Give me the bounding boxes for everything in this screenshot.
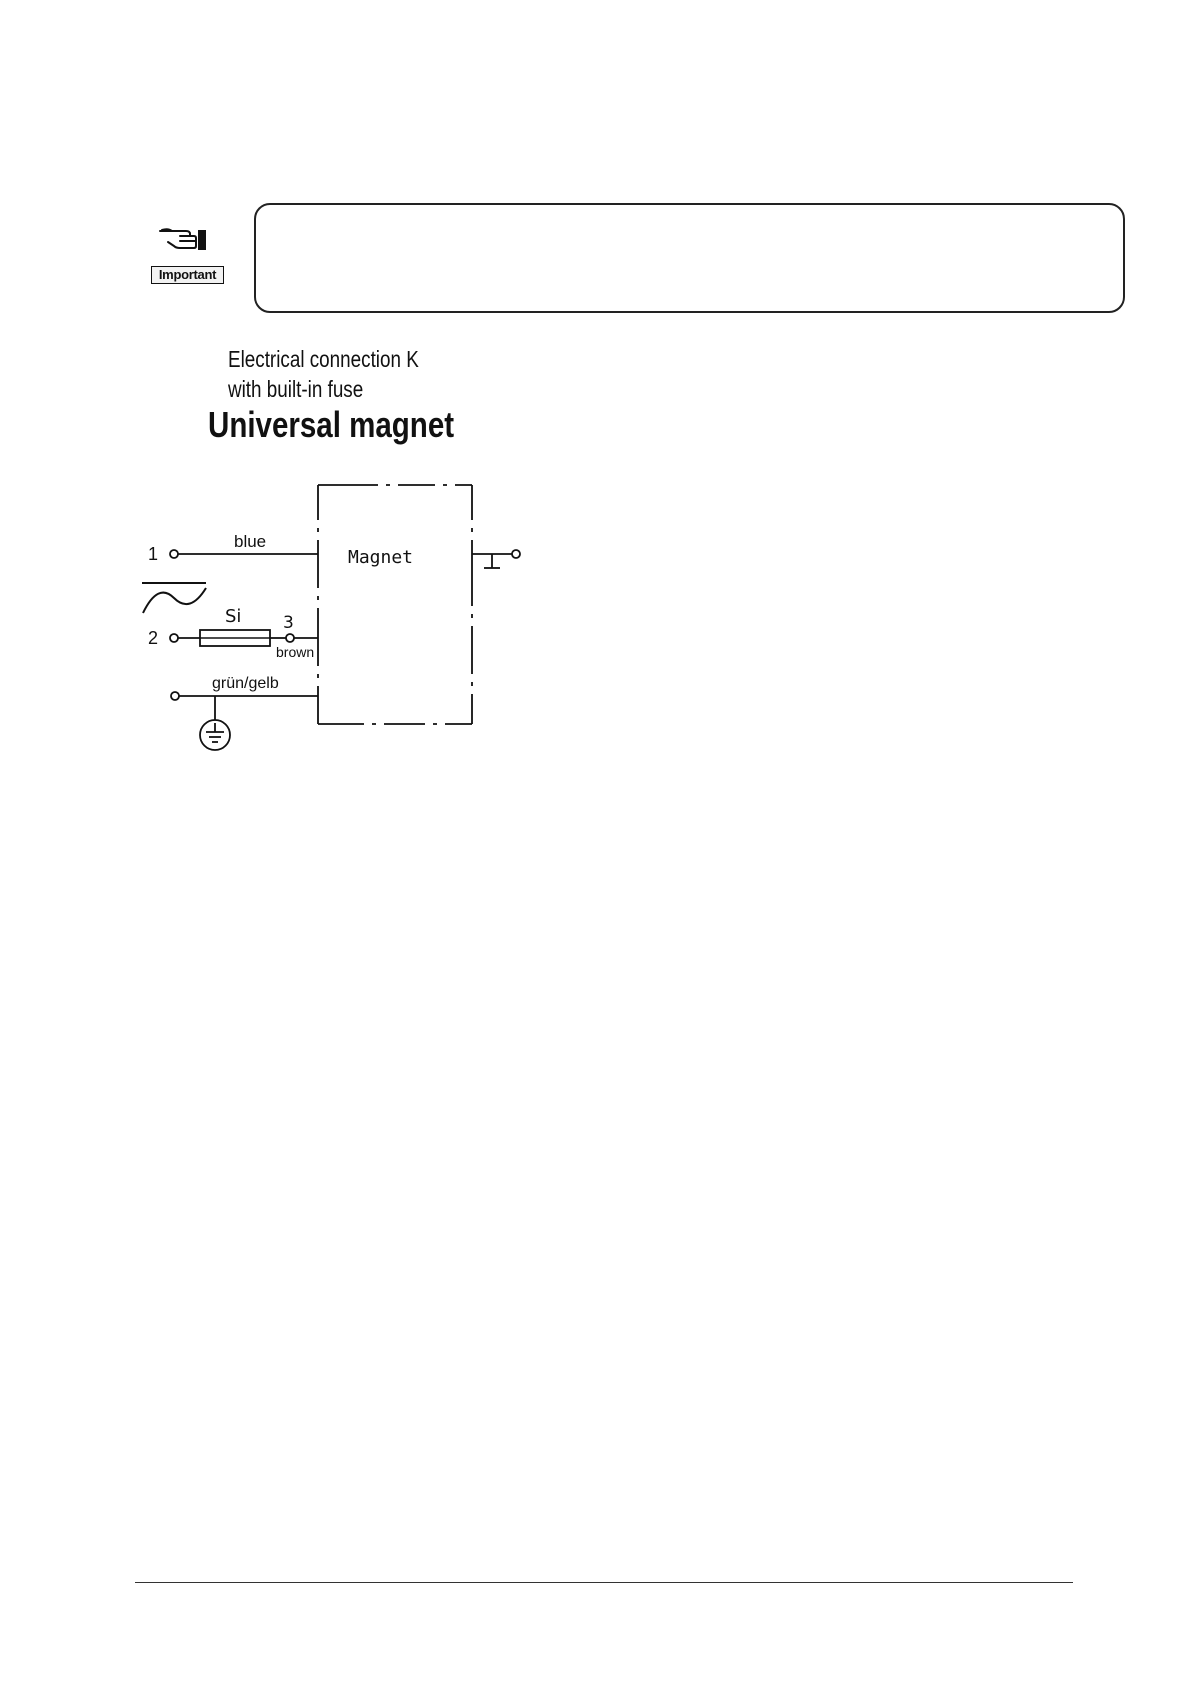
blue-wire-label: blue: [234, 532, 267, 551]
footer-divider: [135, 1582, 1073, 1583]
terminal-1-label: 1: [148, 544, 159, 564]
terminal-3-label: 3: [283, 613, 294, 633]
magnet-box: [318, 485, 472, 724]
terminal-2-node: [170, 634, 178, 642]
ac-wave-icon: [142, 583, 206, 613]
fuse-subheading: with built-in fuse: [228, 376, 364, 402]
important-label: Important: [151, 266, 224, 284]
earth-terminal-node: [171, 692, 179, 700]
terminal-icon: [472, 550, 520, 568]
terminal-3-node: [286, 634, 294, 642]
earth-wire-label: grün/gelb: [212, 675, 279, 692]
important-notice-box: [254, 203, 1125, 313]
terminal-1-node: [170, 550, 178, 558]
magnet-label: Magnet: [348, 547, 414, 568]
fuse-label: Si: [225, 606, 242, 627]
ground-icon: [200, 720, 230, 750]
wiring-diagram: [130, 470, 550, 760]
terminal-2-label: 2: [148, 628, 159, 648]
connection-heading: Electrical connection K: [228, 346, 419, 372]
page-title: Universal magnet: [208, 404, 455, 445]
brown-wire-label: brown: [276, 644, 315, 660]
